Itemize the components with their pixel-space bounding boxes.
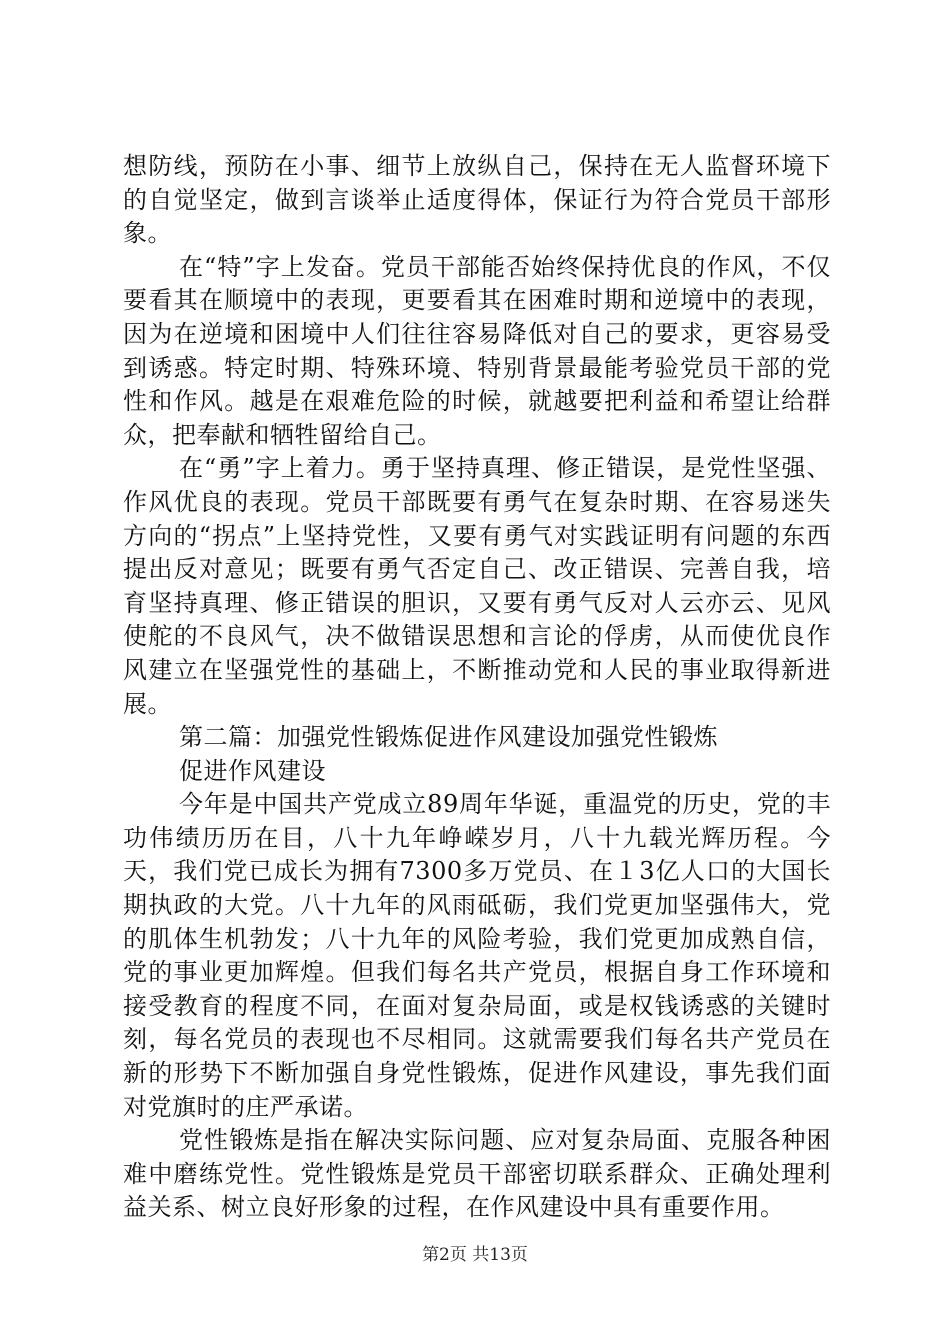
paragraph-4: 今年是中国共产党成立89周年华诞，重温党的历史，党的丰功伟绩历历在目，八十九年峥嵘岁月，八十九载光辉历程。今天，我们党已成长为拥有7300多万党员、在１3亿人口的大国长期执政的大党。八十九年的风雨砥砺，我们党更加坚强伟大，党的肌体生机勃发；八十九年的风险考验，我们党更加成熟自信，党的事业更加辉煌。但我们每名共产党员，根据自身工作环境和接受教育的程度不同，在面对复杂局面，或是权钱诱惑的关键时刻，每名党员的表现也不尽相同。这就需要我们每名共产党员在新的形势下不断加强自身党性锻炼，促进作风建设，事先我们面对党旗时的庄严承诺。 — [123, 790, 831, 1121]
document-body — [123, 150, 831, 1225]
paragraph-3: 在“勇”字上着力。勇于坚持真理、修正错误，是党性坚强、作风优良的表现。党员干部既要有勇气在复杂时期、在容易迷失方向的“拐点”上坚持党性，又要有勇气对实践证明有问题的东西提出反对意见；既要有勇气否定自己、改正错误、完善自我，培育坚持真理、修正错误的胆识，又要有勇气反对人云亦云、见风使舵的不良风气，决不做错误思想和言论的俘虏，从而使优良作风建立在坚强党性的基础上，不断推动党和人民的事业取得新进展。 — [123, 454, 831, 718]
paragraph-5: 党性锻炼是指在解决实际问题、应对复杂局面、克服各种困难中磨练党性。党性锻炼是党员干部密切联系群众、正确处理利益关系、树立良好形象的过程，在作风建设中具有重要作用。 — [123, 1126, 831, 1222]
paragraph-1: 想防线，预防在小事、细节上放纵自己，保持在无人监督环境下的自觉坚定，做到言谈举止适度得体，保证行为符合党员干部形象。 — [123, 152, 831, 248]
section-heading-continued: 促进作风建设 — [179, 756, 326, 785]
page-number-footer: 第2页 共13页 — [422, 1245, 528, 1265]
paragraph-2: 在“特”字上发奋。党员干部能否始终保持优良的作风，不仅要看其在顺境中的表现，更要看其在困难时期和逆境中的表现，因为在逆境和困境中人们往往容易降低对自己的要求，更容易受到诱惑。特定时期、特殊环境、特别背景最能考验党员干部的党性和作风。越是在艰难危险的时候，就越要把利益和希望让给群众，把奉献和牺牲留给自己。 — [123, 252, 831, 449]
section-heading: 第二篇：加强党性锻炼促进作风建设加强党性锻炼 — [179, 723, 718, 752]
